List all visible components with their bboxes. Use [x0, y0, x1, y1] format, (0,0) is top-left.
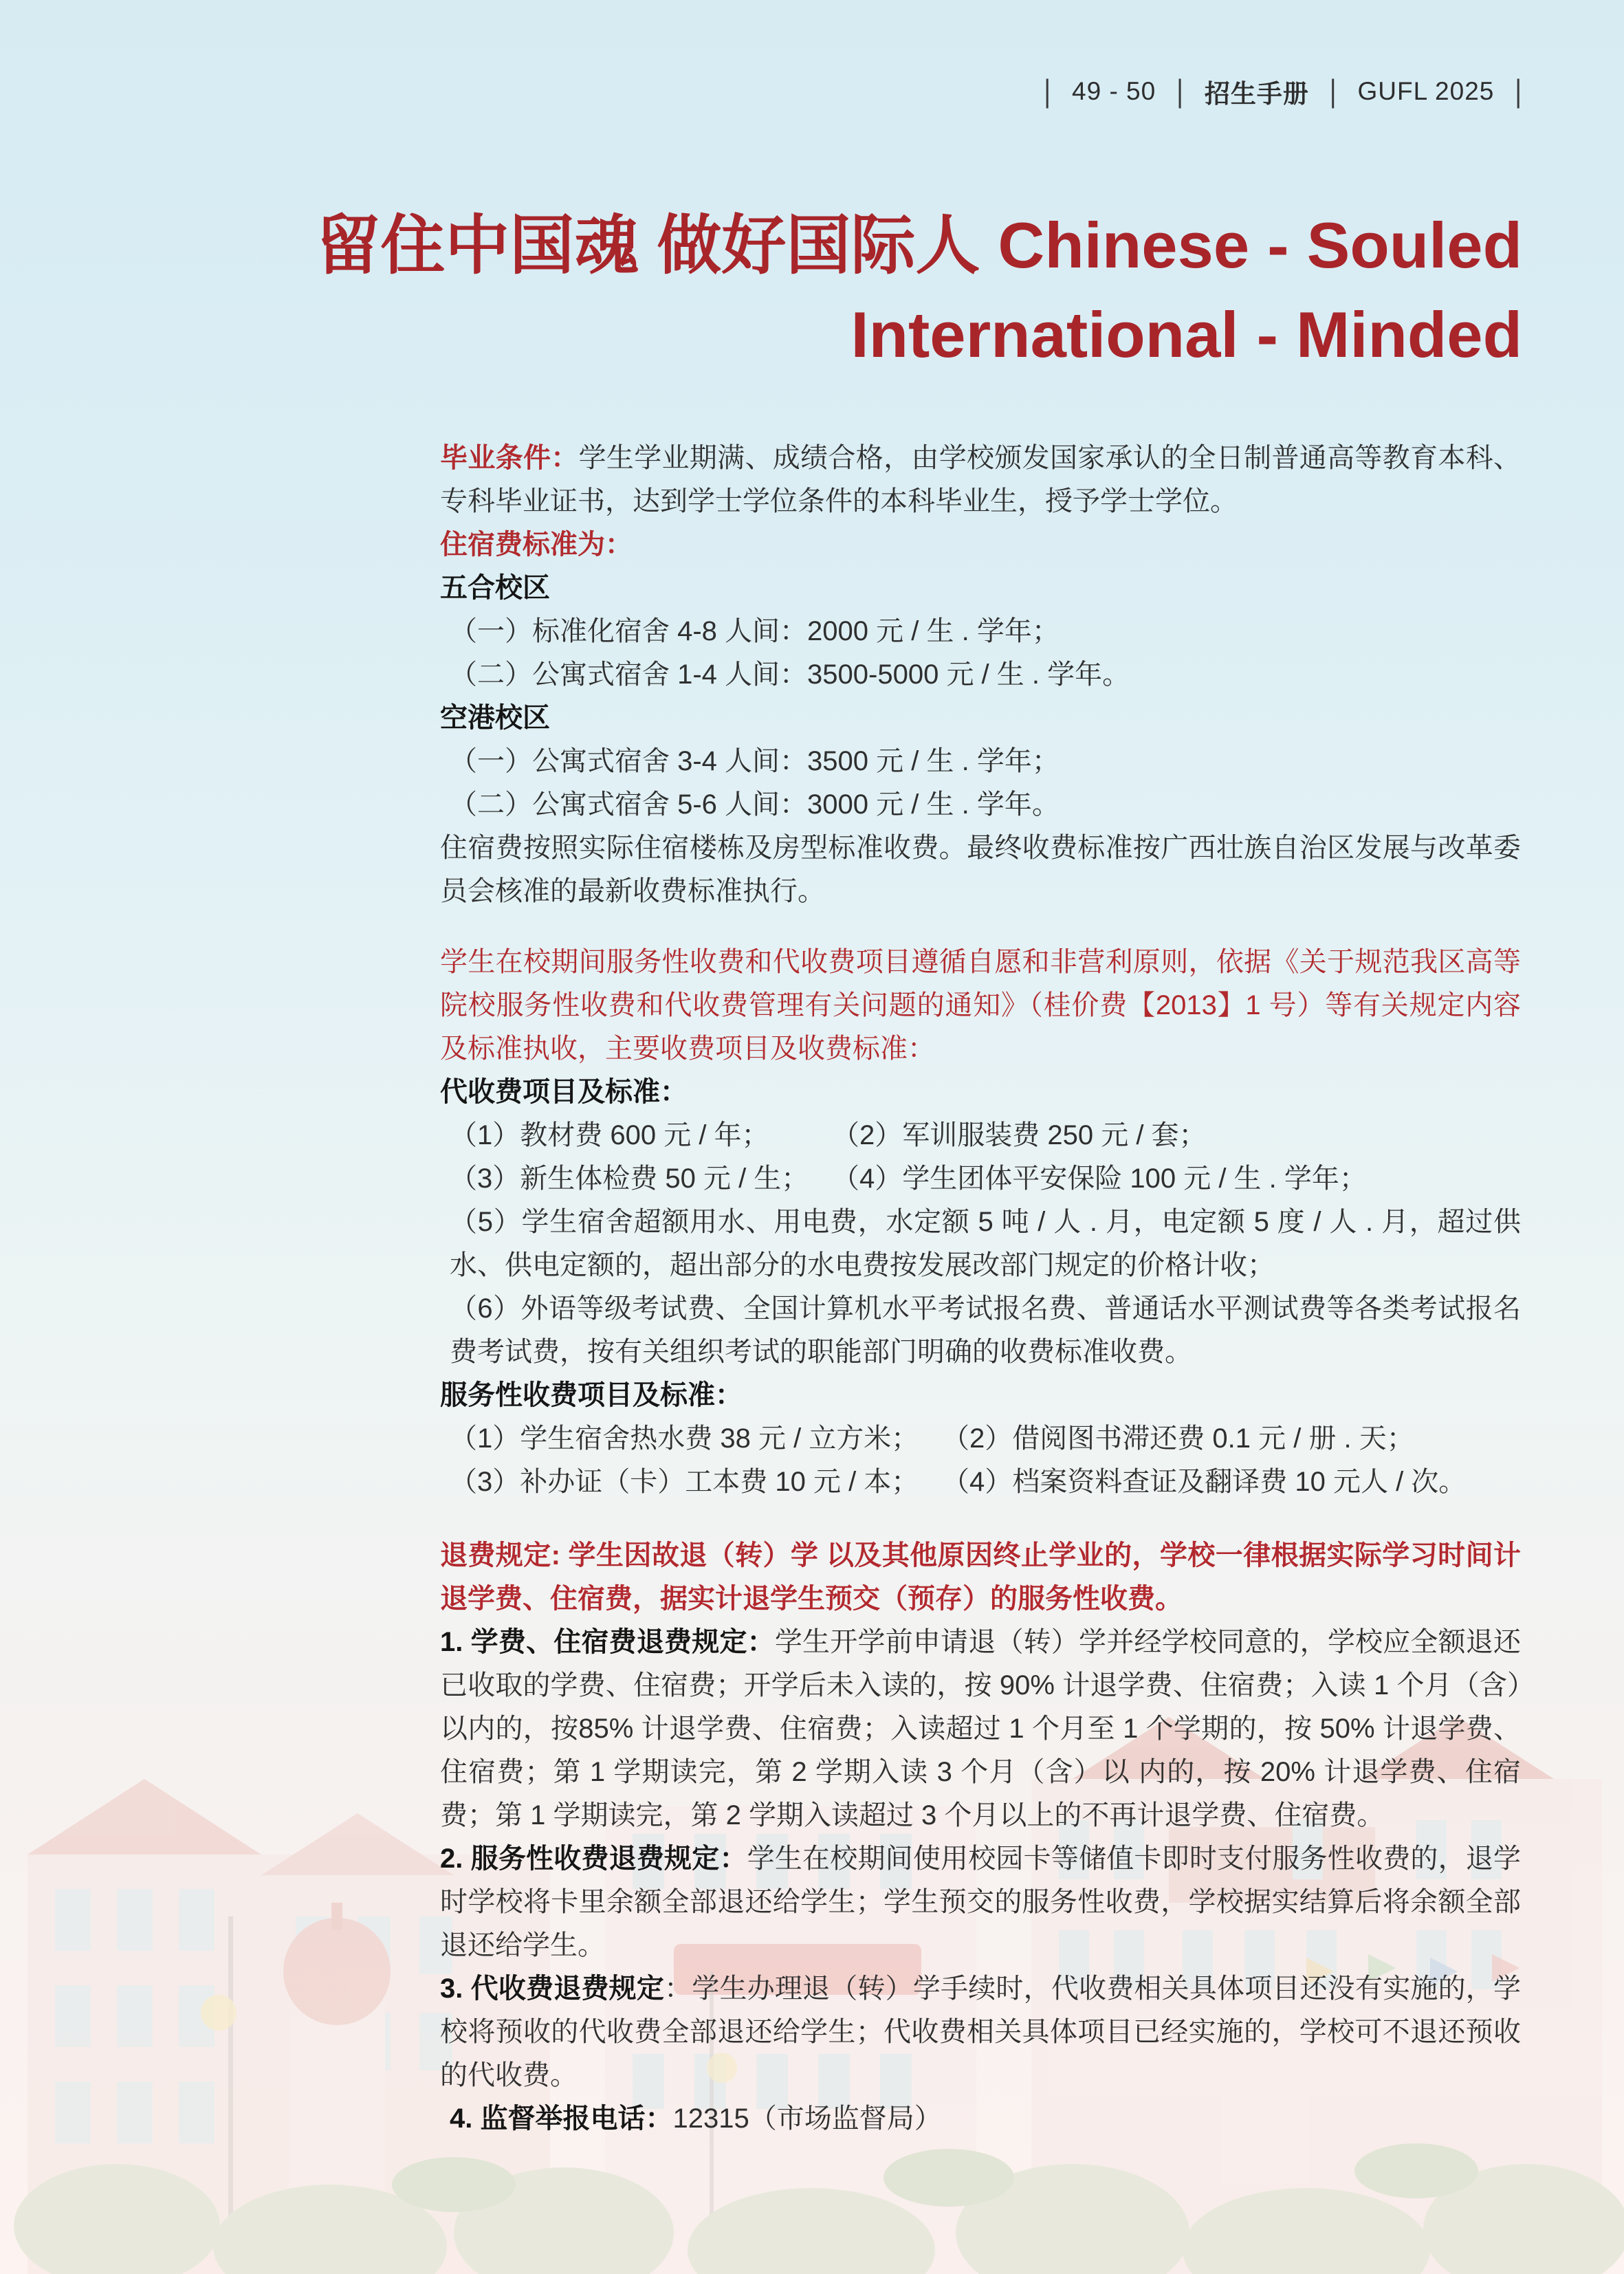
header-page-range: 49 - 50 — [1072, 77, 1156, 105]
collection-fee-item-6: （6）外语等级考试费、全国计算机水平考试报名费、普通话水平测试费等各类考试报名费考试费，按有关组织考试的职能部门明确的收费标准收费。 — [450, 1293, 1521, 1368]
refund-policy-paragraph — [440, 1534, 1521, 1621]
refund-rule-1-text: 学生开学前申请退（转）学并经学校同意的，学校应全额退还已收取的学费、住宿费；开学后未入读的，按 90% 计退学费、住宿费；入读 1 个月（含）以内的，按85% 计退学费、住宿费；入读超过 1 个月至 1 个学期的，按 50% 计退学费、住宿费；第 1 学期读完，第 2 学期入读 3 个月（含）以 内的，按 20% 计退学费、住宿费；第 1 学期读完，第 2 学期入读超过 3 个月以上的不再计退学费、住宿费。 — [440, 1627, 1522, 1831]
service-fee-row-2 — [440, 1461, 1521, 1504]
graduation-text: 学生学业期满、成绩合格，由学校颁发国家承认的全日制普通高等教育本科、专科毕业证书，达到学士学位条件的本科毕业生，授予学士学位。 — [440, 443, 1522, 517]
header-divider-icon: | — [1176, 73, 1184, 109]
accommodation-note: 住宿费按照实际住宿楼栋及房型标准收费。最终收费标准按广西壮族自治区发展与改革委员会核准的最新收费标准执行。 — [440, 833, 1521, 907]
refund-rule-4-text: 12315（市场监督局） — [672, 2103, 942, 2134]
service-fee-item-3: （3）补办证（卡）工本费 10 元 / 本； — [450, 1467, 919, 1498]
header-divider-icon: | — [1044, 73, 1052, 109]
service-fee-item-2: （2）借阅图书滞还费 0.1 元 / 册 . 天； — [942, 1423, 1414, 1454]
campus-konggang-item-2: （二）公寓式宿舍 5-6 人间：3000 元 / 生 . 学年。 — [450, 789, 1060, 820]
page-title — [0, 0, 1624, 379]
service-standards-heading: 服务性收费项目及标准： — [440, 1380, 743, 1411]
service-fee-item-1: （1）学生宿舍热水费 38 元 / 立方米； — [450, 1423, 919, 1454]
collection-fee-row-1 — [440, 1114, 1521, 1157]
page-header — [1044, 73, 1522, 110]
refund-rule-4 — [440, 2097, 1521, 2141]
header-divider-icon: | — [1329, 73, 1337, 109]
refund-policy-text: 学生因故退（转）学 以及其他原因终止学业的，学校一律根据实际学习时间计退学费、住宿费，据实计退学生预交（预存）的服务性收费。 — [440, 1540, 1521, 1615]
refund-rule-4-label: 4. 监督举报电话： — [450, 2103, 673, 2134]
collection-fee-item-1: （1）教材费 600 元 / 年； — [450, 1120, 769, 1151]
collection-fee-item-5: （5）学生宿舍超额用水、用电费，水定额 5 吨 / 人 . 月，电定额 5 度 / 人 . 月，超过供水、供电定额的，超出部分的水电费按发展改部门规定的价格计收； — [450, 1207, 1521, 1281]
refund-rule-3-label: 3. 代收费退费规定 — [440, 1974, 665, 2004]
campus-wuhe-item-2: （二）公寓式宿舍 1-4 人间：3500-5000 元 / 生 . 学年。 — [450, 659, 1130, 690]
graduation-label: 毕业条件： — [440, 443, 579, 474]
refund-rule-2 — [440, 1837, 1521, 1967]
refund-rule-2-text: 学生在校期间使用校园卡等储值卡即时支付服务性收费的，退学时学校将卡里余额全部退还给学生；学生预交的服务性收费，学校据实结算后将余额全部退还给学生。 — [440, 1844, 1521, 1961]
header-brand: GUFL 2025 — [1357, 77, 1495, 105]
refund-rule-1-label: 1. 学费、住宿费退费规定： — [440, 1627, 775, 1658]
graduation-paragraph — [440, 437, 1521, 523]
header-handbook-label: 招生手册 — [1204, 80, 1309, 108]
collection-fee-item-4: （4）学生团体平安保险 100 元 / 生 . 学年； — [832, 1163, 1367, 1194]
collection-fee-item-2: （2）军训服装费 250 元 / 套； — [832, 1120, 1207, 1151]
refund-rule-2-label: 2. 服务性收费退费规定： — [440, 1844, 747, 1874]
campus-wuhe-heading: 五合校区 — [440, 573, 550, 604]
refund-rule-3 — [440, 1967, 1521, 2097]
accommodation-fee-heading: 住宿费标准为： — [440, 529, 633, 560]
service-fee-row-1 — [440, 1417, 1521, 1461]
service-fee-item-4: （4）档案资料查证及翻译费 10 元人 / 次。 — [942, 1467, 1467, 1498]
collection-standards-heading: 代收费项目及标准： — [440, 1077, 688, 1108]
page-title-line-1: 留住中国魂 做好国际人 Chinese - Souled — [316, 209, 1522, 281]
collection-fee-item-3: （3）新生体检费 50 元 / 生； — [450, 1163, 809, 1194]
collection-fee-row-2 — [440, 1157, 1521, 1201]
campus-konggang-item-1: （一）公寓式宿舍 3-4 人间：3500 元 / 生 . 学年； — [450, 746, 1060, 777]
service-collection-intro: 学生在校期间服务性收费和代收费项目遵循自愿和非营利原则，依据《关于规范我区高等院校服务性收费和代收费管理有关问题的通知》（桂价费【2013】1 号）等有关规定内容及标准执收，主要收费项目及收费标准： — [440, 947, 1521, 1064]
campus-konggang-heading: 空港校区 — [440, 703, 550, 734]
refund-rule-1 — [440, 1621, 1521, 1837]
refund-rule-3-text: ：学生办理退（转）学手续时，代收费相关具体项目还没有实施的，学校将预收的代收费全部退还给学生；代收费相关具体项目已经实施的，学校可不退还预收的代收费。 — [440, 1974, 1521, 2091]
header-divider-icon: | — [1515, 73, 1522, 109]
campus-wuhe-item-1: （一）标准化宿舍 4-8 人间：2000 元 / 生 . 学年； — [450, 616, 1060, 647]
page-title-line-2: International - Minded — [851, 298, 1522, 371]
refund-policy-label: 退费规定: — [440, 1540, 561, 1571]
page-body — [0, 379, 1624, 2141]
